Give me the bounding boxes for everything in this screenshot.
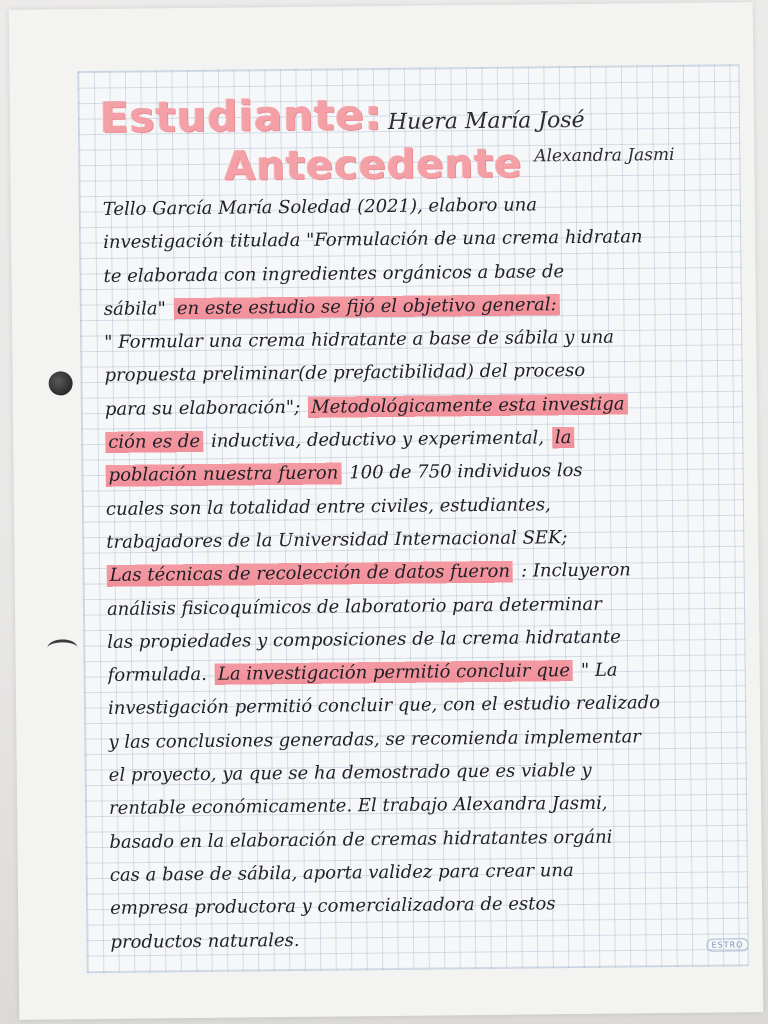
text-segment: cas a base de sábila, aporta validez para crear una <box>109 859 574 886</box>
section-heading: Antecedente <box>224 140 523 190</box>
highlighted-text: Metodológicamente esta investiga <box>308 387 628 424</box>
text-segment: investigación titulada "Formulación de una crema hidratan <box>103 226 643 254</box>
student-label: Estudiante: <box>99 90 383 142</box>
notebook-page <box>9 2 764 1020</box>
highlighted-text: la <box>552 421 575 455</box>
text-segment: trabajadores de la Universidad Internacional SEK; <box>106 527 568 553</box>
text-segment: y las conclusiones generadas, se recomienda implementar <box>108 726 641 753</box>
text-segment: Tello García María Soledad (2021), elaboro una <box>102 194 538 220</box>
text-segment: 100 de 750 individuos los <box>349 460 583 484</box>
text-segment: propuesta preliminar(de prefactibilidad) del proceso <box>104 360 586 387</box>
highlighted-text: población nuestra fueron <box>105 457 341 493</box>
highlighted-text: ción es de <box>105 425 203 459</box>
text-segment: basado en la elaboración de cremas hidratantes orgáni <box>109 826 613 853</box>
text-segment: investigación permitió concluir que, con el estudio realizado <box>107 692 661 720</box>
text-segment: las propiedades y composiciones de la crema hidratante <box>107 626 621 653</box>
text-line <box>110 919 758 959</box>
text-segment: empresa productora y comercializadora de estos <box>110 893 556 920</box>
page-notch <box>47 639 77 656</box>
highlighted-text: Las técnicas de recolección de datos fueron <box>106 555 513 593</box>
text-segment: : Incluyeron <box>520 559 631 582</box>
text-segment: sábila" <box>103 298 166 320</box>
student-name-1: Huera María José <box>387 107 585 135</box>
text-segment: análisis fisicoquímicos de laboratorio para determinar <box>106 593 602 620</box>
notebook-brand-stamp: ESTRO <box>706 938 748 951</box>
text-segment: formulada. <box>107 664 208 687</box>
text-segment: cuales son la totalidad entre civiles, estudiantes, <box>105 493 551 520</box>
text-segment: rentable económicamente. El trabajo Alexandra Jasmi, <box>108 793 608 820</box>
highlighted-text: en este estudio se fijó el objetivo general: <box>174 288 560 325</box>
text-line <box>108 686 756 726</box>
text-segment: " Formular una crema hidratante a base de sábila y una <box>104 326 615 354</box>
binder-hole-icon <box>49 371 73 395</box>
text-segment: para su elaboración"; <box>104 396 301 420</box>
highlighted-text: La investigación permitió concluir que <box>215 654 573 691</box>
student-name-2: Alexandra Jasmi <box>534 144 675 167</box>
text-segment: " La <box>580 659 618 682</box>
handwritten-body <box>103 186 759 959</box>
text-segment: productos naturales. <box>110 929 300 953</box>
text-segment: el proyecto, ya que se ha demostrado que es viable y <box>108 759 592 786</box>
text-segment: te elaborada con ingredientes orgánicos a base de <box>103 260 565 287</box>
text-segment: inductiva, deductivo y experimental, <box>210 427 545 452</box>
